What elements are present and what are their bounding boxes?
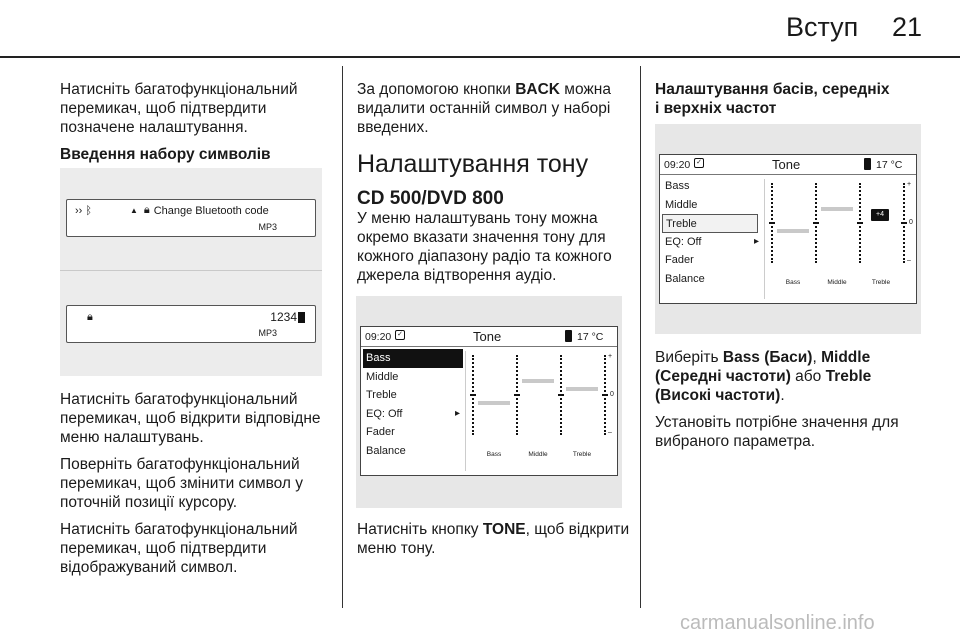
source-label-1: MP3 xyxy=(258,222,277,232)
figure-row-2 xyxy=(75,310,305,324)
figure-separator xyxy=(60,270,322,271)
clock-icon: ✓ xyxy=(395,330,405,340)
treble-option: Treble (Високі частоти) xyxy=(655,368,872,404)
text: Натисніть кнопку xyxy=(357,521,483,538)
tone-menu xyxy=(662,177,762,288)
right-paragraph-1 xyxy=(655,348,930,405)
change-bluetooth-code-label: Change Bluetooth code xyxy=(153,204,269,217)
menu-item-eq[interactable] xyxy=(662,233,762,252)
text: , xyxy=(812,349,822,366)
text: EQ: Off xyxy=(366,407,403,420)
zero-marker xyxy=(558,394,564,396)
left-paragraph-4: Натисніть багатофункціональний перемикач, щоб підтвердити відображуваний символ. xyxy=(60,521,298,576)
column-divider-2 xyxy=(640,66,641,608)
left-paragraph-2: Натисніть багатофункціональний перемикач, щоб відкрити відповідне меню налаштувань. xyxy=(60,391,321,446)
tone-button-name: TONE xyxy=(482,521,526,538)
menu-item-treble[interactable]: Treble xyxy=(366,389,397,401)
menu-item-fader[interactable]: Fader xyxy=(366,426,395,438)
menu-item-balance[interactable]: Balance xyxy=(665,272,705,285)
tone-menu xyxy=(363,349,463,460)
middle-column-lower xyxy=(357,520,632,566)
menu-item-middle[interactable]: Middle xyxy=(366,370,399,383)
phone-icon xyxy=(565,330,572,342)
header-rule xyxy=(0,56,960,58)
back-button-name: BACK xyxy=(515,81,560,98)
zero-marker xyxy=(470,394,476,396)
up-arrow-icon: ▲ xyxy=(129,206,138,215)
left-paragraph-3: Поверніть багатофункціональний перемикач, щоб змінити символ у поточній позиції курсору. xyxy=(60,456,304,511)
middle-level-bar xyxy=(522,379,554,383)
tone-figure-2 xyxy=(655,124,921,334)
bass-option: Bass (Баси) xyxy=(722,349,813,366)
zero-marker xyxy=(857,222,863,224)
zero-marker xyxy=(602,394,608,396)
menu-item-bass[interactable]: Bass xyxy=(363,349,463,368)
text: EQ: Off xyxy=(665,235,702,248)
temperature: 17 °C xyxy=(876,159,903,171)
zero-marker xyxy=(901,222,907,224)
menu-item-fader[interactable]: Fader xyxy=(665,254,694,266)
watermark: carmanualsonline.info xyxy=(680,612,875,634)
plus-label: + xyxy=(907,181,912,188)
left-column-lower xyxy=(60,390,335,585)
middle-option: Middle (Середні частоти) xyxy=(655,349,871,385)
text: Виберіть xyxy=(655,349,723,366)
text: . xyxy=(780,387,785,404)
source-label-2: MP3 xyxy=(258,328,277,338)
label-treble: Treble xyxy=(572,451,592,458)
bluetooth-icon: ᛒ xyxy=(85,204,92,217)
zero-label: 0 xyxy=(610,391,614,398)
bass-level-bar xyxy=(777,229,809,233)
text: або xyxy=(790,368,826,385)
section-title: Налаштування тону xyxy=(357,150,589,178)
page-number: 21 xyxy=(892,12,923,42)
tone-header xyxy=(660,155,916,175)
lock-icon: 🔒︎ xyxy=(87,310,93,323)
arrow-right-icon: ▸ xyxy=(753,235,759,247)
tone-display xyxy=(659,154,917,304)
tone-levels xyxy=(465,351,619,471)
right-paragraph-2: Установіть потрібне значення для вибраного параметра. xyxy=(655,414,899,450)
zero-label: 0 xyxy=(909,219,913,226)
zero-marker xyxy=(514,394,520,396)
left-column xyxy=(60,80,332,172)
treble-level-bar xyxy=(566,387,598,391)
label-bass: Bass xyxy=(486,451,502,458)
middle-level-bar xyxy=(821,207,853,211)
zero-marker xyxy=(813,222,819,224)
text: , щоб відкрити меню тону. xyxy=(357,521,630,557)
treble-value-badge: +4 xyxy=(871,209,889,221)
figure-row-1 xyxy=(75,204,269,217)
clock-icon: ✓ xyxy=(694,158,704,168)
minus-label: – xyxy=(608,429,612,436)
cursor-icon xyxy=(298,312,305,323)
section-subtitle: CD 500/DVD 800 xyxy=(357,188,504,209)
arrow-right-icon: ▸ xyxy=(454,407,460,419)
figure-box-1 xyxy=(66,199,316,237)
clock-time: 09:20 xyxy=(365,331,392,343)
clock-time: 09:20 xyxy=(664,159,691,171)
text: За допомогою кнопки xyxy=(357,81,516,98)
column-divider-1 xyxy=(342,66,343,608)
tone-figure-1 xyxy=(356,296,622,508)
lock-icon: 🔒︎ xyxy=(143,204,150,216)
plus-label: + xyxy=(608,353,613,360)
double-chevron-icon: ›› xyxy=(75,204,83,217)
zero-marker xyxy=(769,222,775,224)
menu-item-eq[interactable] xyxy=(363,405,463,424)
label-treble: Treble xyxy=(871,279,891,286)
tone-title: Tone xyxy=(772,157,801,172)
label-middle: Middle xyxy=(528,451,548,458)
middle-column xyxy=(357,80,632,293)
left-paragraph-1: Натисніть багатофункціональний перемикач, щоб підтвердити позначене налаштування. xyxy=(60,81,298,136)
tone-title: Tone xyxy=(473,329,502,344)
right-heading-line-1: Налаштування басів, середніх xyxy=(655,81,890,98)
menu-item-balance[interactable]: Balance xyxy=(366,444,406,457)
phone-icon xyxy=(864,158,871,170)
bass-level-bar xyxy=(478,401,510,405)
right-column-lower xyxy=(655,348,930,459)
tone-header xyxy=(361,327,617,347)
text: можна видалити останній символ у наборі введених. xyxy=(357,81,611,136)
middle-paragraph-1 xyxy=(357,80,632,137)
code-value: 1234 xyxy=(270,310,297,324)
minus-label: – xyxy=(907,257,911,264)
right-column xyxy=(655,80,930,118)
menu-item-treble[interactable]: Treble xyxy=(662,214,758,233)
left-heading: Введення набору символів xyxy=(60,146,271,163)
menu-item-middle[interactable]: Middle xyxy=(665,198,698,211)
tone-display xyxy=(360,326,618,476)
temperature: 17 °C xyxy=(577,331,604,343)
tone-levels xyxy=(764,179,918,299)
page-title: Вступ xyxy=(786,12,859,42)
bluetooth-code-figure xyxy=(60,168,322,376)
right-heading-line-2: і верхніх частот xyxy=(655,100,777,117)
label-middle: Middle xyxy=(827,279,847,286)
figure-box-2 xyxy=(66,305,316,343)
menu-item-bass[interactable]: Bass xyxy=(665,180,690,192)
middle-paragraph-3 xyxy=(357,520,632,558)
label-bass: Bass xyxy=(785,279,801,286)
middle-paragraph-2: У меню налаштувань тону можна окремо вказати значення тону для кожного діапазону радіо та кожного джерела відтворення аудіо. xyxy=(357,210,612,284)
